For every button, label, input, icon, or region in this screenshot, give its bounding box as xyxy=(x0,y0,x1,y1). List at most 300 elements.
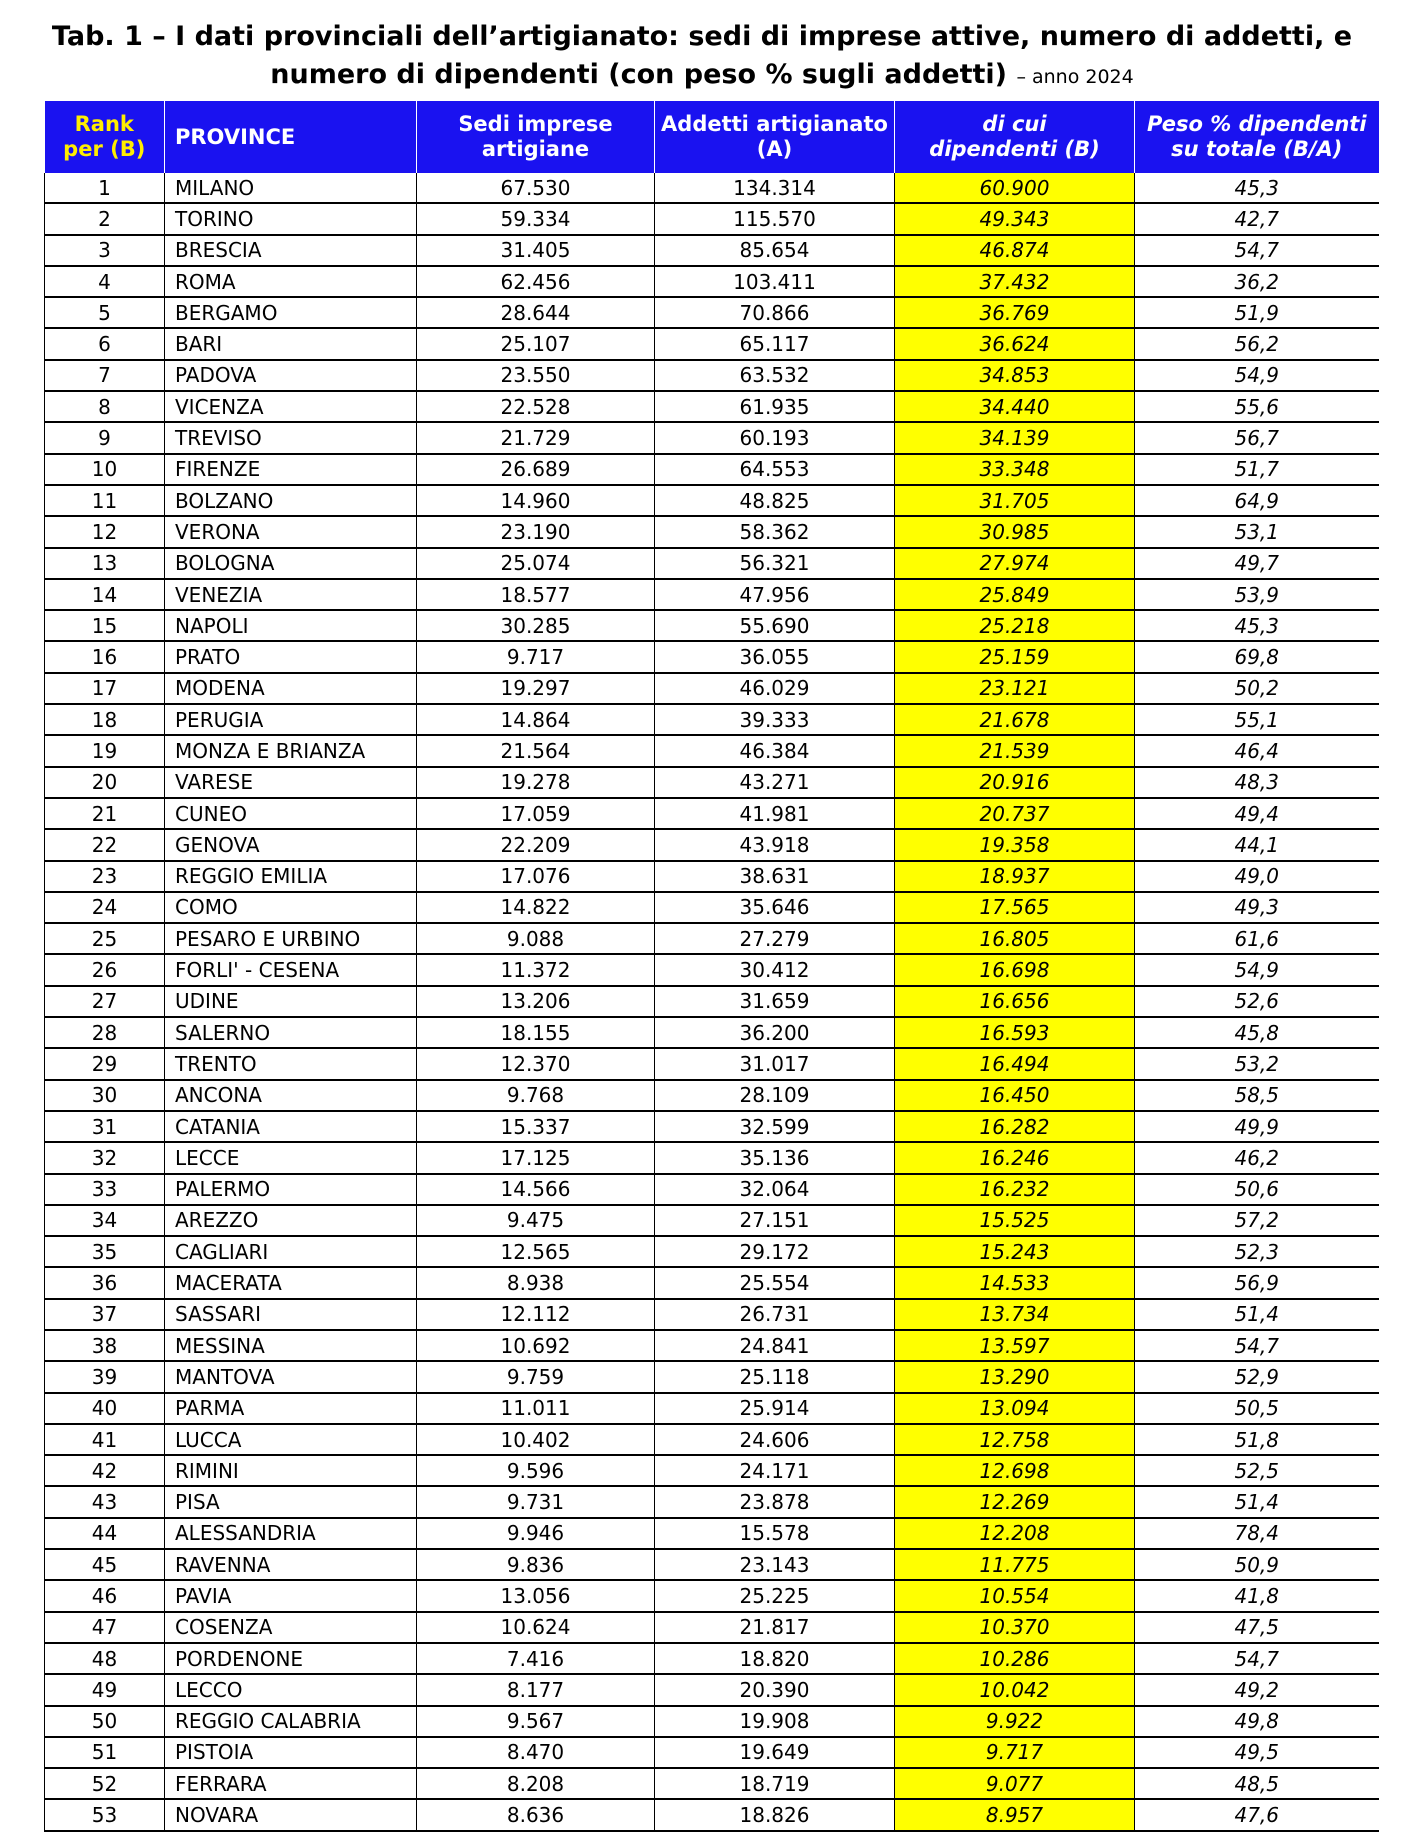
addetti-cell: 35.646 xyxy=(655,892,895,923)
addetti-cell: 31.017 xyxy=(655,1048,895,1079)
province-cell: NOVARA xyxy=(165,1799,417,1830)
table-row xyxy=(45,861,1379,892)
province-cell: BOLOGNA xyxy=(165,548,417,579)
addetti-cell: 70.866 xyxy=(655,297,895,328)
province-cell: BOLZANO xyxy=(165,485,417,516)
dipendenti-cell: 10.042 xyxy=(895,1674,1135,1705)
province-cell: LUCCA xyxy=(165,1424,417,1455)
sedi-cell: 8.208 xyxy=(417,1768,655,1799)
peso-cell: 46,2 xyxy=(1135,1142,1379,1173)
province-cell: GENOVA xyxy=(165,829,417,860)
addetti-cell: 61.935 xyxy=(655,391,895,422)
province-cell: PRATO xyxy=(165,641,417,672)
rank-cell: 28 xyxy=(45,1017,165,1048)
dipendenti-cell: 19.358 xyxy=(895,829,1135,860)
sedi-cell: 17.059 xyxy=(417,798,655,829)
province-cell: PARMA xyxy=(165,1393,417,1424)
peso-cell: 49,4 xyxy=(1135,798,1379,829)
dipendenti-cell: 11.775 xyxy=(895,1549,1135,1580)
province-cell: PISTOIA xyxy=(165,1737,417,1768)
addetti-cell: 103.411 xyxy=(655,266,895,297)
dipendenti-cell: 9.077 xyxy=(895,1768,1135,1799)
addetti-cell: 58.362 xyxy=(655,516,895,547)
table-row xyxy=(45,1486,1379,1517)
rank-cell: 8 xyxy=(45,391,165,422)
table-row xyxy=(45,673,1379,704)
header-province: PROVINCE xyxy=(165,101,417,173)
sedi-cell: 10.692 xyxy=(417,1330,655,1361)
sedi-cell: 9.596 xyxy=(417,1455,655,1486)
peso-cell: 49,0 xyxy=(1135,861,1379,892)
sedi-cell: 9.567 xyxy=(417,1706,655,1737)
peso-cell: 49,3 xyxy=(1135,892,1379,923)
province-cell: TREVISO xyxy=(165,422,417,453)
sedi-cell: 7.416 xyxy=(417,1643,655,1674)
dipendenti-cell: 12.758 xyxy=(895,1424,1135,1455)
addetti-cell: 39.333 xyxy=(655,704,895,735)
sedi-cell: 9.759 xyxy=(417,1361,655,1392)
dipendenti-cell: 27.974 xyxy=(895,548,1135,579)
addetti-cell: 46.384 xyxy=(655,735,895,766)
addetti-cell: 23.878 xyxy=(655,1486,895,1517)
sedi-cell: 9.731 xyxy=(417,1486,655,1517)
peso-cell: 52,9 xyxy=(1135,1361,1379,1392)
rank-cell: 19 xyxy=(45,735,165,766)
province-cell: ANCONA xyxy=(165,1080,417,1111)
addetti-cell: 36.200 xyxy=(655,1017,895,1048)
table-row xyxy=(45,328,1379,359)
province-cell: UDINE xyxy=(165,986,417,1017)
table-title xyxy=(0,18,1404,94)
sedi-cell: 8.177 xyxy=(417,1674,655,1705)
rank-cell: 14 xyxy=(45,579,165,610)
dipendenti-cell: 12.698 xyxy=(895,1455,1135,1486)
sedi-cell: 11.011 xyxy=(417,1393,655,1424)
addetti-cell: 26.731 xyxy=(655,1299,895,1330)
province-cell: CATANIA xyxy=(165,1111,417,1142)
province-cell: BARI xyxy=(165,328,417,359)
dipendenti-cell: 21.539 xyxy=(895,735,1135,766)
province-cell: PALERMO xyxy=(165,1174,417,1205)
dipendenti-cell: 31.705 xyxy=(895,485,1135,516)
rank-cell: 20 xyxy=(45,767,165,798)
table-row xyxy=(45,1737,1379,1768)
addetti-cell: 36.055 xyxy=(655,641,895,672)
rank-cell: 51 xyxy=(45,1737,165,1768)
province-cell: MODENA xyxy=(165,673,417,704)
dipendenti-cell: 60.900 xyxy=(895,173,1135,203)
peso-cell: 57,2 xyxy=(1135,1205,1379,1236)
dipendenti-cell: 16.450 xyxy=(895,1080,1135,1111)
sedi-cell: 25.107 xyxy=(417,328,655,359)
sedi-cell: 25.074 xyxy=(417,548,655,579)
table-row xyxy=(45,1455,1379,1486)
province-cell: TRENTO xyxy=(165,1048,417,1079)
addetti-cell: 23.143 xyxy=(655,1549,895,1580)
sedi-cell: 28.644 xyxy=(417,297,655,328)
rank-cell: 34 xyxy=(45,1205,165,1236)
sedi-cell: 26.689 xyxy=(417,454,655,485)
table-row xyxy=(45,610,1379,641)
header-sedi: Sedi imprese artigiane xyxy=(417,101,655,173)
sedi-cell: 59.334 xyxy=(417,203,655,234)
province-cell: COMO xyxy=(165,892,417,923)
province-cell: COSENZA xyxy=(165,1612,417,1643)
table-row xyxy=(45,391,1379,422)
table-row xyxy=(45,1674,1379,1705)
sedi-cell: 9.475 xyxy=(417,1205,655,1236)
table-row xyxy=(45,1706,1379,1737)
table-row xyxy=(45,1768,1379,1799)
province-cell: CUNEO xyxy=(165,798,417,829)
header-addetti: Addetti artigianato (A) xyxy=(655,101,895,173)
sedi-cell: 31.405 xyxy=(417,235,655,266)
addetti-cell: 25.914 xyxy=(655,1393,895,1424)
addetti-cell: 32.064 xyxy=(655,1174,895,1205)
rank-cell: 3 xyxy=(45,235,165,266)
rank-cell: 22 xyxy=(45,829,165,860)
sedi-cell: 9.088 xyxy=(417,923,655,954)
peso-cell: 45,3 xyxy=(1135,173,1379,203)
province-cell: ROMA xyxy=(165,266,417,297)
province-cell: RAVENNA xyxy=(165,1549,417,1580)
province-cell: SALERNO xyxy=(165,1017,417,1048)
addetti-cell: 19.649 xyxy=(655,1737,895,1768)
dipendenti-cell: 9.922 xyxy=(895,1706,1135,1737)
rank-cell: 38 xyxy=(45,1330,165,1361)
addetti-cell: 60.193 xyxy=(655,422,895,453)
table-row xyxy=(45,422,1379,453)
table-row xyxy=(45,641,1379,672)
sedi-cell: 67.530 xyxy=(417,173,655,203)
dipendenti-cell: 16.494 xyxy=(895,1048,1135,1079)
rank-cell: 37 xyxy=(45,1299,165,1330)
province-cell: LECCO xyxy=(165,1674,417,1705)
addetti-cell: 21.817 xyxy=(655,1612,895,1643)
table-row xyxy=(45,1549,1379,1580)
peso-cell: 56,2 xyxy=(1135,328,1379,359)
dipendenti-cell: 13.290 xyxy=(895,1361,1135,1392)
peso-cell: 64,9 xyxy=(1135,485,1379,516)
table-row xyxy=(45,1361,1379,1392)
peso-cell: 49,2 xyxy=(1135,1674,1379,1705)
table-row xyxy=(45,266,1379,297)
peso-cell: 51,9 xyxy=(1135,297,1379,328)
dipendenti-cell: 34.853 xyxy=(895,360,1135,391)
province-cell: LECCE xyxy=(165,1142,417,1173)
addetti-cell: 15.578 xyxy=(655,1518,895,1549)
rank-cell: 42 xyxy=(45,1455,165,1486)
sedi-cell: 19.297 xyxy=(417,673,655,704)
dipendenti-cell: 10.554 xyxy=(895,1580,1135,1611)
sedi-cell: 62.456 xyxy=(417,266,655,297)
dipendenti-cell: 12.269 xyxy=(895,1486,1135,1517)
table-row xyxy=(45,1612,1379,1643)
dipendenti-cell: 33.348 xyxy=(895,454,1135,485)
header-dipendenti: di cui dipendenti (B) xyxy=(895,101,1135,173)
dipendenti-cell: 25.159 xyxy=(895,641,1135,672)
peso-cell: 54,7 xyxy=(1135,235,1379,266)
province-cell: NAPOLI xyxy=(165,610,417,641)
sedi-cell: 18.577 xyxy=(417,579,655,610)
addetti-cell: 18.719 xyxy=(655,1768,895,1799)
table-row xyxy=(45,829,1379,860)
province-cell: FIRENZE xyxy=(165,454,417,485)
sedi-cell: 14.960 xyxy=(417,485,655,516)
peso-cell: 52,6 xyxy=(1135,986,1379,1017)
dipendenti-cell: 13.094 xyxy=(895,1393,1135,1424)
dipendenti-cell: 13.597 xyxy=(895,1330,1135,1361)
table-row xyxy=(45,1080,1379,1111)
table-row xyxy=(45,798,1379,829)
dipendenti-cell: 16.282 xyxy=(895,1111,1135,1142)
addetti-cell: 25.118 xyxy=(655,1361,895,1392)
rank-cell: 31 xyxy=(45,1111,165,1142)
peso-cell: 51,4 xyxy=(1135,1486,1379,1517)
sedi-cell: 13.056 xyxy=(417,1580,655,1611)
table-row xyxy=(45,1580,1379,1611)
rank-cell: 30 xyxy=(45,1080,165,1111)
province-cell: ALESSANDRIA xyxy=(165,1518,417,1549)
province-cell: SASSARI xyxy=(165,1299,417,1330)
rank-cell: 49 xyxy=(45,1674,165,1705)
peso-cell: 69,8 xyxy=(1135,641,1379,672)
peso-cell: 41,8 xyxy=(1135,1580,1379,1611)
sedi-cell: 19.278 xyxy=(417,767,655,798)
sedi-cell: 18.155 xyxy=(417,1017,655,1048)
dipendenti-cell: 10.286 xyxy=(895,1643,1135,1674)
addetti-cell: 85.654 xyxy=(655,235,895,266)
sedi-cell: 21.564 xyxy=(417,735,655,766)
rank-cell: 43 xyxy=(45,1486,165,1517)
dipendenti-cell: 30.985 xyxy=(895,516,1135,547)
table-row xyxy=(45,1299,1379,1330)
table-row xyxy=(45,1330,1379,1361)
rank-cell: 47 xyxy=(45,1612,165,1643)
addetti-cell: 63.532 xyxy=(655,360,895,391)
table-row xyxy=(45,1267,1379,1298)
dipendenti-cell: 20.737 xyxy=(895,798,1135,829)
addetti-cell: 29.172 xyxy=(655,1236,895,1267)
table-row xyxy=(45,892,1379,923)
peso-cell: 47,6 xyxy=(1135,1799,1379,1830)
addetti-cell: 18.826 xyxy=(655,1799,895,1830)
table-row xyxy=(45,704,1379,735)
sedi-cell: 15.337 xyxy=(417,1111,655,1142)
province-cell: MILANO xyxy=(165,173,417,203)
province-cell: REGGIO CALABRIA xyxy=(165,1706,417,1737)
sedi-cell: 9.717 xyxy=(417,641,655,672)
dipendenti-cell: 21.678 xyxy=(895,704,1135,735)
province-cell: PISA xyxy=(165,1486,417,1517)
addetti-cell: 35.136 xyxy=(655,1142,895,1173)
sedi-cell: 13.206 xyxy=(417,986,655,1017)
rank-cell: 52 xyxy=(45,1768,165,1799)
rank-cell: 33 xyxy=(45,1174,165,1205)
addetti-cell: 134.314 xyxy=(655,173,895,203)
table-row xyxy=(45,297,1379,328)
peso-cell: 50,9 xyxy=(1135,1549,1379,1580)
peso-cell: 54,7 xyxy=(1135,1643,1379,1674)
addetti-cell: 27.279 xyxy=(655,923,895,954)
table-row xyxy=(45,735,1379,766)
rank-cell: 21 xyxy=(45,798,165,829)
peso-cell: 58,5 xyxy=(1135,1080,1379,1111)
peso-cell: 36,2 xyxy=(1135,266,1379,297)
rank-cell: 27 xyxy=(45,986,165,1017)
table-row xyxy=(45,548,1379,579)
province-cell: AREZZO xyxy=(165,1205,417,1236)
sedi-cell: 12.565 xyxy=(417,1236,655,1267)
dipendenti-cell: 46.874 xyxy=(895,235,1135,266)
rank-cell: 50 xyxy=(45,1706,165,1737)
table-title-year: – anno 2024 xyxy=(1016,66,1134,88)
table-row xyxy=(45,1174,1379,1205)
sedi-cell: 12.112 xyxy=(417,1299,655,1330)
peso-cell: 50,5 xyxy=(1135,1393,1379,1424)
rank-cell: 46 xyxy=(45,1580,165,1611)
peso-cell: 51,8 xyxy=(1135,1424,1379,1455)
sedi-cell: 23.550 xyxy=(417,360,655,391)
sedi-cell: 14.822 xyxy=(417,892,655,923)
table-row xyxy=(45,1393,1379,1424)
table-row xyxy=(45,454,1379,485)
dipendenti-cell: 18.937 xyxy=(895,861,1135,892)
sedi-cell: 11.372 xyxy=(417,954,655,985)
table-row xyxy=(45,1424,1379,1455)
table-row xyxy=(45,235,1379,266)
sedi-cell: 8.636 xyxy=(417,1799,655,1830)
dipendenti-cell: 14.533 xyxy=(895,1267,1135,1298)
rank-cell: 4 xyxy=(45,266,165,297)
addetti-cell: 115.570 xyxy=(655,203,895,234)
peso-cell: 52,3 xyxy=(1135,1236,1379,1267)
peso-cell: 54,9 xyxy=(1135,954,1379,985)
rank-cell: 13 xyxy=(45,548,165,579)
peso-cell: 48,5 xyxy=(1135,1768,1379,1799)
peso-cell: 53,1 xyxy=(1135,516,1379,547)
peso-cell: 46,4 xyxy=(1135,735,1379,766)
peso-cell: 50,6 xyxy=(1135,1174,1379,1205)
table-row xyxy=(45,579,1379,610)
peso-cell: 53,2 xyxy=(1135,1048,1379,1079)
province-cell: VICENZA xyxy=(165,391,417,422)
table-row xyxy=(45,1142,1379,1173)
peso-cell: 45,8 xyxy=(1135,1017,1379,1048)
peso-cell: 54,9 xyxy=(1135,360,1379,391)
dipendenti-cell: 16.232 xyxy=(895,1174,1135,1205)
peso-cell: 44,1 xyxy=(1135,829,1379,860)
rank-cell: 6 xyxy=(45,328,165,359)
peso-cell: 52,5 xyxy=(1135,1455,1379,1486)
addetti-cell: 46.029 xyxy=(655,673,895,704)
peso-cell: 49,9 xyxy=(1135,1111,1379,1142)
table-row xyxy=(45,360,1379,391)
table-row xyxy=(45,173,1379,203)
rank-cell: 40 xyxy=(45,1393,165,1424)
rank-cell: 41 xyxy=(45,1424,165,1455)
province-cell: VARESE xyxy=(165,767,417,798)
dipendenti-cell: 10.370 xyxy=(895,1612,1135,1643)
table-row xyxy=(45,954,1379,985)
dipendenti-cell: 37.432 xyxy=(895,266,1135,297)
header-rank: Rank per (B) xyxy=(45,101,165,173)
sedi-cell: 9.836 xyxy=(417,1549,655,1580)
table-row xyxy=(45,1017,1379,1048)
province-cell: VERONA xyxy=(165,516,417,547)
rank-cell: 5 xyxy=(45,297,165,328)
rank-cell: 18 xyxy=(45,704,165,735)
rank-cell: 17 xyxy=(45,673,165,704)
province-cell: PADOVA xyxy=(165,360,417,391)
peso-cell: 51,4 xyxy=(1135,1299,1379,1330)
rank-cell: 44 xyxy=(45,1518,165,1549)
sedi-cell: 17.125 xyxy=(417,1142,655,1173)
dipendenti-cell: 8.957 xyxy=(895,1799,1135,1830)
rank-cell: 9 xyxy=(45,422,165,453)
table-row xyxy=(45,1799,1379,1830)
addetti-cell: 64.553 xyxy=(655,454,895,485)
province-cell: RIMINI xyxy=(165,1455,417,1486)
peso-cell: 48,3 xyxy=(1135,767,1379,798)
addetti-cell: 48.825 xyxy=(655,485,895,516)
sedi-cell: 17.076 xyxy=(417,861,655,892)
rank-cell: 15 xyxy=(45,610,165,641)
addetti-cell: 25.225 xyxy=(655,1580,895,1611)
province-cell: BRESCIA xyxy=(165,235,417,266)
dipendenti-cell: 9.717 xyxy=(895,1737,1135,1768)
province-cell: BERGAMO xyxy=(165,297,417,328)
province-cell: MANTOVA xyxy=(165,1361,417,1392)
dipendenti-cell: 36.624 xyxy=(895,328,1135,359)
addetti-cell: 43.271 xyxy=(655,767,895,798)
dipendenti-cell: 16.593 xyxy=(895,1017,1135,1048)
province-cell: PESARO E URBINO xyxy=(165,923,417,954)
rank-cell: 7 xyxy=(45,360,165,391)
rank-cell: 24 xyxy=(45,892,165,923)
rank-cell: 1 xyxy=(45,173,165,203)
peso-cell: 61,6 xyxy=(1135,923,1379,954)
sedi-cell: 22.528 xyxy=(417,391,655,422)
addetti-cell: 20.390 xyxy=(655,1674,895,1705)
dipendenti-cell: 34.139 xyxy=(895,422,1135,453)
table-row xyxy=(45,767,1379,798)
table-row xyxy=(45,1048,1379,1079)
dipendenti-cell: 20.916 xyxy=(895,767,1135,798)
addetti-cell: 18.820 xyxy=(655,1643,895,1674)
table-row xyxy=(45,1111,1379,1142)
peso-cell: 54,7 xyxy=(1135,1330,1379,1361)
peso-cell: 56,9 xyxy=(1135,1267,1379,1298)
rank-cell: 12 xyxy=(45,516,165,547)
table-row xyxy=(45,923,1379,954)
table-row xyxy=(45,1643,1379,1674)
province-cell: MESSINA xyxy=(165,1330,417,1361)
province-cell: REGGIO EMILIA xyxy=(165,861,417,892)
rank-cell: 45 xyxy=(45,1549,165,1580)
header-peso: Peso % dipendenti su totale (B/A) xyxy=(1135,101,1379,173)
addetti-cell: 43.918 xyxy=(655,829,895,860)
rank-cell: 26 xyxy=(45,954,165,985)
sedi-cell: 8.470 xyxy=(417,1737,655,1768)
dipendenti-cell: 36.769 xyxy=(895,297,1135,328)
addetti-cell: 24.841 xyxy=(655,1330,895,1361)
province-cell: MONZA E BRIANZA xyxy=(165,735,417,766)
addetti-cell: 24.606 xyxy=(655,1424,895,1455)
sedi-cell: 9.768 xyxy=(417,1080,655,1111)
sedi-cell: 9.946 xyxy=(417,1518,655,1549)
rank-cell: 23 xyxy=(45,861,165,892)
